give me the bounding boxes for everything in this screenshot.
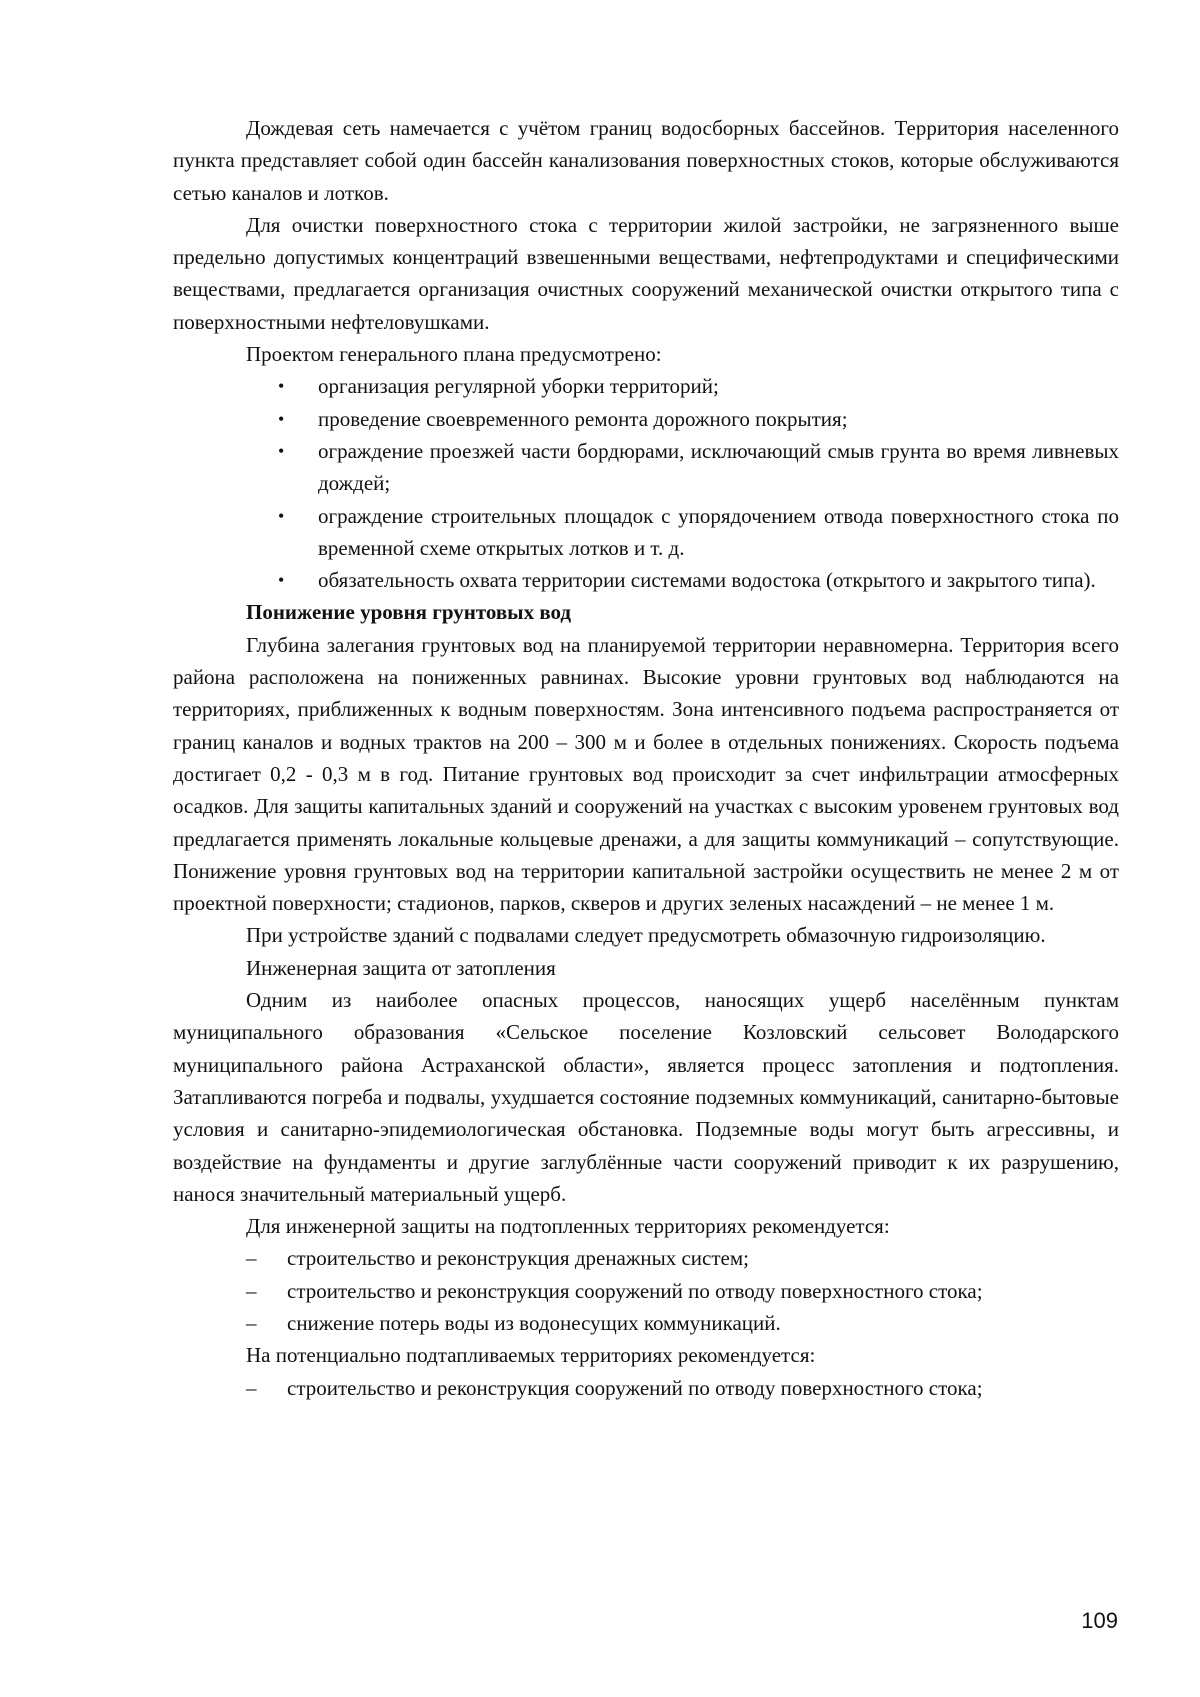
list-item: • ограждение проезжей части бордюрами, исключающий смыв грунта во время ливневых дождей; [173, 435, 1119, 500]
list-item: – строительство и реконструкция сооружений по отводу поверхностного стока; [173, 1275, 1119, 1307]
paragraph-waterproofing: При устройстве зданий с подвалами следует предусмотреть обмазочную гидроизоляцию. [246, 923, 1046, 948]
section-heading: Понижение уровня грунтовых вод [246, 600, 572, 625]
list-item: – строительство и реконструкция дренажных систем; [173, 1242, 1119, 1274]
dash-mark: – [246, 1278, 257, 1303]
list-item: • организация регулярной уборки территорий; [173, 370, 1119, 402]
paragraph-flooded-recommendations: Для инженерной защиты на подтопленных территориях рекомендуется: [246, 1214, 890, 1239]
dash-mark: – [246, 1246, 257, 1271]
bullet-mark: • [278, 570, 285, 591]
list-item: • проведение своевременного ремонта дорожного покрытия; [173, 403, 1119, 435]
dash-list-flooded [173, 1242, 1119, 1339]
bullet-mark: • [278, 376, 285, 397]
dash-list-potential [173, 1372, 1119, 1404]
paragraph-groundwater: Глубина залегания грунтовых вод на планируемой территории неравномерна. Территория всего района расположена на пониженных равнинах. Высокие уровни грунтовых вод наблюдаются на территориях, приближенных к водным поверхностям. Зона интенсивного подъема распространяется от границ каналов и водных трактов на 200 – 300 м и более в отдельных понижениях. Скорость подъема достигает 0,2 - 0,3 м в год. Питание грунтовых вод происходит за счет инфильтрации атмосферных осадков. Для защиты капитальных зданий и сооружений на участках с высоким уровенем грунтовых вод предлагается применять локальные кольцевые дренажи, а для защиты коммуникаций – сопутствующие. Понижение уровня грунтовых вод на территории капитальной застройки осуществить не менее 2 м от проектной поверхности; стадионов, парков, скверов и других зеленых насаждений – не менее 1 м. [173, 632, 1119, 916]
paragraph-runoff-treatment: Для очистки поверхностного стока с территории жилой застройки, не загрязненного выше предельно допустимых концентраций взвешенными веществами, нефтепродуктами и специфическими веществами, предлагается организация очистных сооружений механической очистки открытого типа с поверхностными нефтеловушками. [173, 212, 1119, 334]
list-item: – строительство и реконструкция сооружений по отводу поверхностного стока; [173, 1372, 1119, 1404]
list-item: – снижение потерь воды из водонесущих коммуникаций. [173, 1307, 1119, 1339]
list-item: • обязательность охвата территории системами водостока (открытого и закрытого типа). [173, 564, 1119, 596]
bullet-mark: • [278, 408, 285, 429]
flooding-title: Инженерная защита от затопления [246, 955, 556, 980]
paragraph-flooding: Одним из наиболее опасных процессов, наносящих ущерб населённым пунктам муниципального образования «Сельское поселение Козловский сельсовет Володарского муниципального района Астраханской области», является процесс затопления и подтопления. Затапливаются погреба и подвалы, ухудшается состояние подземных коммуникаций, санитарно-бытовые условия и санитарно-эпидемиологическая обстановка. Подземные воды могут быть агрессивны, и воздействие на фундаменты и другие заглублённые части сооружений приводит к их разрушению, нанося значительный материальный ущерб. [173, 988, 1119, 1206]
paragraph-rain-network: Дождевая сеть намечается с учётом границ водосборных бассейнов. Территория населенного пункта представляет собой один бассейн канализования поверхностных стоков, которые обслуживаются сетью каналов и лотков. [173, 116, 1119, 205]
bullet-mark: • [278, 505, 285, 526]
paragraph-potential-recommendations: На потенциально подтапливаемых территориях рекомендуется: [246, 1343, 816, 1368]
dash-mark: – [246, 1375, 257, 1400]
page-number: 109 [1081, 1608, 1118, 1633]
dash-mark: – [246, 1310, 257, 1335]
paragraph-plan-intro: Проектом генерального плана предусмотрено: [246, 342, 662, 367]
bullet-list [173, 370, 1119, 596]
list-item: • ограждение строительных площадок с упорядочением отвода поверхностного стока по временной схеме открытых лотков и т. д. [173, 500, 1119, 565]
document-page [173, 112, 1119, 1404]
bullet-mark: • [278, 440, 285, 461]
